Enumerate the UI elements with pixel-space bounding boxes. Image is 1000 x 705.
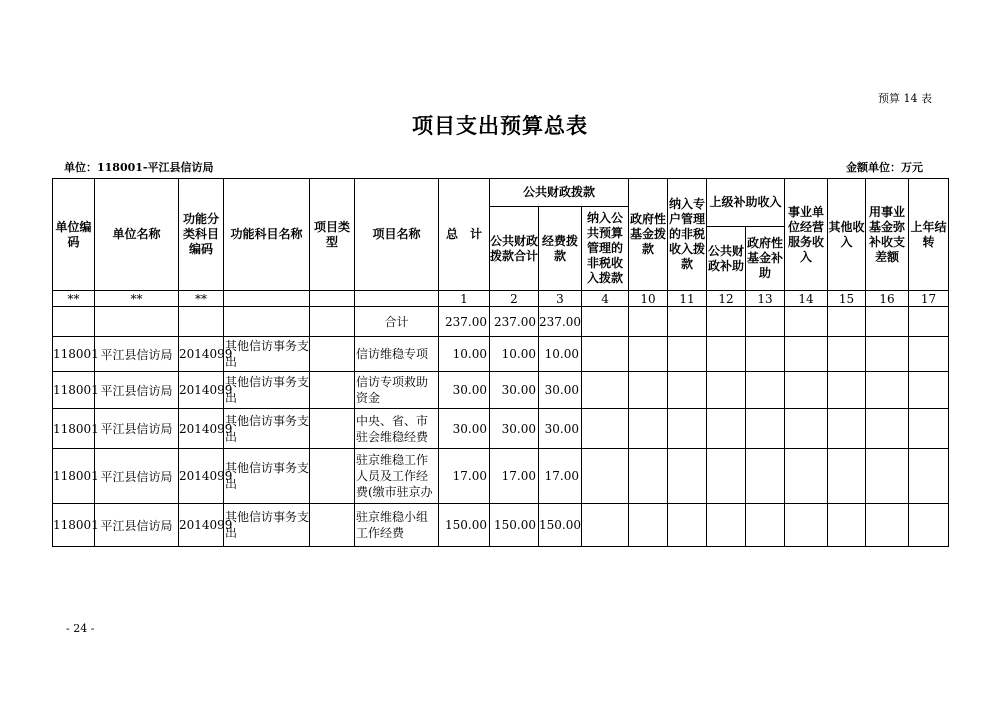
public-finance-cell: 30.00 [490,372,539,409]
header-other-income: 其他收入 [828,179,866,291]
total-label: 合计 [355,307,439,337]
index-cell [224,291,310,307]
index-cell: 13 [746,291,785,307]
func-name-cell: 其他信访事务支出 [224,449,310,504]
header-last-year: 上年结转 [909,179,949,291]
header-total: 总 计 [439,179,490,291]
public-finance-cell: 17.00 [490,449,539,504]
func-name-cell: 其他信访事务支出 [224,504,310,547]
table-row [53,504,949,547]
unit-code-cell: 118001 [53,449,95,504]
expense-cell: 30.00 [539,372,582,409]
index-cell [310,291,355,307]
index-cell: 4 [582,291,629,307]
page-label: 预算 14 表 [878,92,932,105]
unit-code-cell: 118001 [53,409,95,449]
project-name-cell: 中央、省、市驻会维稳经费 [355,409,439,449]
project-name-cell: 驻京维稳工作人员及工作经费(缴市驻京办 [356,453,433,499]
index-cell [355,291,439,307]
index-cell: 16 [866,291,909,307]
public-finance-cell: 30.00 [490,409,539,449]
header-expense: 经费拨款 [539,207,582,291]
header-project-name: 项目名称 [355,179,439,291]
table-row [53,409,949,449]
total-row [53,307,949,337]
total-cell: 17.00 [439,449,490,504]
header-unit-code: 单位编码 [53,179,95,291]
total-public-finance: 237.00 [490,307,539,337]
header-func-name: 功能科目名称 [224,179,310,291]
money-unit-label: 金额单位：万元 [846,161,923,174]
unit-code-cell: 118001 [53,337,95,372]
func-name-cell: 其他信访事务支出 [224,409,310,449]
table-row [53,337,949,372]
project-type-cell [310,337,355,372]
header-nontax-budget: 纳入公共预算管理的非税收入拨款 [582,207,629,291]
unit-name-cell: 平江县信访局 [95,372,179,409]
index-cell: ** [53,291,95,307]
func-code-cell: 2014099 [179,337,224,372]
index-row [53,291,949,307]
index-cell: 10 [629,291,668,307]
header-unit-name: 单位名称 [95,179,179,291]
index-cell: 17 [909,291,949,307]
table-row [53,449,949,504]
unit-code-cell: 118001 [53,504,95,547]
index-cell: 15 [828,291,866,307]
header-fund-offset: 用事业基金弥补收支差额 [866,179,909,291]
header-gov-fund-subsidy: 政府性基金补助 [746,227,785,291]
func-name-cell: 其他信访事务支出 [224,337,310,372]
table-row [53,372,949,409]
header-public-finance-total: 公共财政拨款合计 [490,207,539,291]
header-project-type: 项目类型 [310,179,355,291]
unit-name-cell: 平江县信访局 [95,449,179,504]
public-finance-cell: 150.00 [490,504,539,547]
unit-name-cell: 平江县信访局 [95,504,179,547]
header-public-subsidy: 公共财政补助 [707,227,746,291]
index-cell: 12 [707,291,746,307]
unit-name-cell: 平江县信访局 [95,337,179,372]
expense-cell: 10.00 [539,337,582,372]
index-cell: 1 [439,291,490,307]
index-cell: ** [95,291,179,307]
total-amount: 237.00 [439,307,490,337]
expense-cell: 150.00 [539,504,582,547]
expense-cell: 30.00 [539,409,582,449]
header-nontax-special: 纳入专户管理的非税收入拨款 [668,179,707,291]
func-code-cell: 2014099 [179,372,224,409]
public-finance-cell: 10.00 [490,337,539,372]
func-code-cell: 2014099 [179,409,224,449]
project-name-cell: 驻京维稳小组工作经费 [355,504,439,547]
index-cell: ** [179,291,224,307]
header-business-income: 事业单位经营服务收入 [785,179,828,291]
unit-name-cell: 平江县信访局 [95,409,179,449]
total-cell: 30.00 [439,409,490,449]
project-type-cell [310,372,355,409]
header-func-code: 功能分类科目编码 [179,179,224,291]
func-code-cell: 2014099 [179,504,224,547]
total-cell: 150.00 [439,504,490,547]
unit-label: 单位：118001-平江县信访局 [64,161,214,174]
total-expense: 237.00 [539,307,582,337]
unit-code-cell: 118001 [53,372,95,409]
index-cell: 2 [490,291,539,307]
total-cell: 30.00 [439,372,490,409]
header-public-finance: 公共财政拨款 [490,179,629,207]
index-cell: 14 [785,291,828,307]
project-type-cell [310,449,355,504]
page-number: - 24 - [66,622,95,635]
project-type-cell [310,409,355,449]
index-cell: 3 [539,291,582,307]
project-name-cell: 信访维稳专项 [355,337,439,372]
index-cell: 11 [668,291,707,307]
page-title: 项目支出预算总表 [412,113,588,138]
project-name-cell: 信访专项救助资金 [355,372,439,409]
func-name-cell: 其他信访事务支出 [224,372,310,409]
func-code-cell: 2014099 [179,449,224,504]
project-type-cell [310,504,355,547]
budget-table [52,178,949,547]
total-cell: 10.00 [439,337,490,372]
header-upper-subsidy: 上级补助收入 [707,179,785,227]
expense-cell: 17.00 [539,449,582,504]
header-gov-fund: 政府性基金拨款 [629,179,668,291]
